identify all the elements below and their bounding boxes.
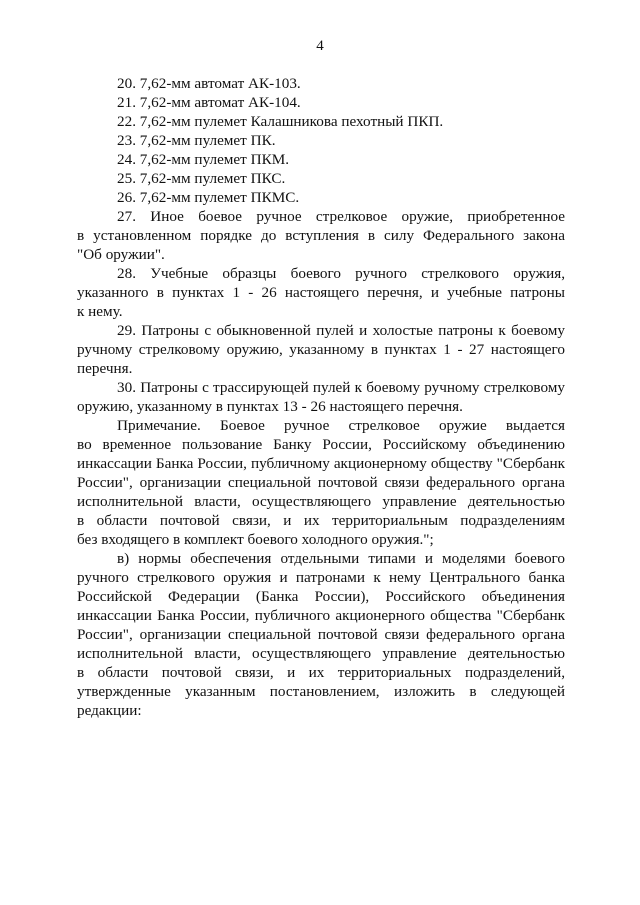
text-line: 28. Учебные образцы боевого ручного стрелкового оружия, (117, 265, 565, 282)
text-line: "Об оружии". (77, 246, 165, 263)
text-line: 27. Иное боевое ручное стрелковое оружие, приобретенное (117, 208, 565, 225)
text-line: в области почтовой связи, и их территориальным подразделениям (77, 512, 565, 529)
text-line: Российской Федерации (Банка России), Российского объединения (77, 588, 565, 605)
text-line: перечня. (77, 360, 133, 377)
text-line: России", организации специальной почтовой связи федерального органа (77, 474, 565, 491)
text-line: 20. 7,62-мм автомат АК-103. (117, 75, 301, 92)
text-line: 25. 7,62-мм пулемет ПКС. (117, 170, 286, 187)
text-line: ручного стрелкового оружия и патронами к нему Центрального банка (77, 569, 565, 586)
text-line: инкассации Банка России, публичного акционерного общества "Сбербанк (77, 607, 565, 624)
text-line: 24. 7,62-мм пулемет ПКМ. (117, 151, 289, 168)
text-line: ручному стрелковому оружию, указанному в пунктах 1 - 27 настоящего (77, 341, 565, 358)
text-line: 29. Патроны с обыкновенной пулей и холостые патроны к боевому (117, 322, 565, 339)
text-line: 30. Патроны с трассирующей пулей к боевому ручному стрелковому (117, 379, 565, 396)
text-line: 21. 7,62-мм автомат АК-104. (117, 94, 301, 111)
text-line: России", организации специальной почтовой связи федерального органа (77, 626, 565, 643)
text-line: без входящего в комплект боевого холодного оружия."; (77, 531, 434, 548)
document-body (77, 74, 565, 719)
text-line: исполнительной власти, осуществляющего управление деятельностью (77, 493, 565, 510)
text-line: указанного в пунктах 1 - 26 настоящего перечня, и учебные патроны (77, 284, 565, 301)
text-line: в области почтовой связи, и их территориальных подразделений, (77, 664, 565, 681)
text-line: в) нормы обеспечения отдельными типами и моделями боевого (117, 550, 565, 567)
text-line: к нему. (77, 303, 123, 320)
text-line: в установленном порядке до вступления в силу Федерального закона (77, 227, 565, 244)
text-line: инкассации Банка России, публичному акционерному обществу "Сбербанк (77, 455, 565, 472)
text-line: исполнительной власти, осуществляющего управление деятельностью (77, 645, 565, 662)
text-line: оружию, указанному в пунктах 13 - 26 настоящего перечня. (77, 398, 463, 415)
text-line: 26. 7,62-мм пулемет ПКМС. (117, 189, 300, 206)
text-line: утвержденные указанным постановлением, изложить в следующей редакции: (77, 683, 565, 719)
text-line: Примечание. Боевое ручное стрелковое оружие выдается (117, 417, 565, 434)
page-number: 4 (316, 38, 324, 54)
text-line: во временное пользование Банку России, Российскому объединению (77, 436, 565, 453)
text-line: 23. 7,62-мм пулемет ПК. (117, 132, 276, 149)
text-line: 22. 7,62-мм пулемет Калашникова пехотный ПКП. (117, 113, 444, 130)
